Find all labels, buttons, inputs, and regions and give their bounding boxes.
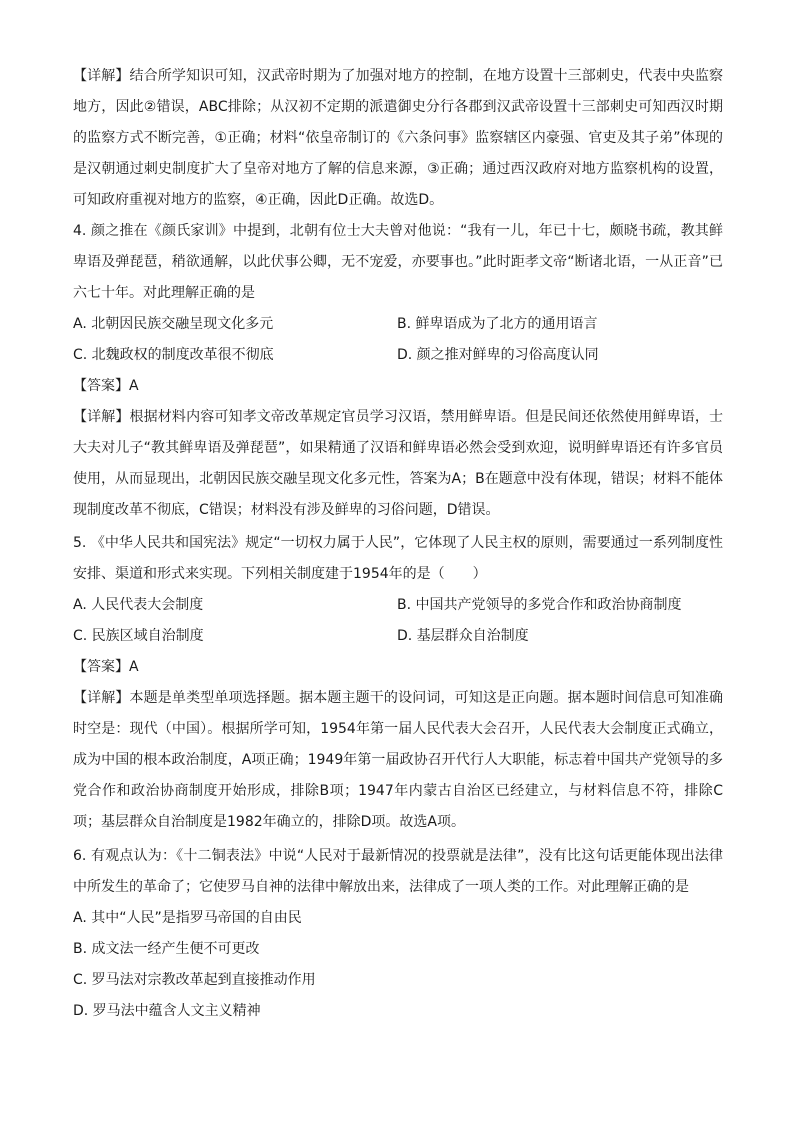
q4-explanation: 【详解】根据材料内容可知孝文帝改革规定官员学习汉语，禁用鲜卑语。但是民间还依然使用鲜卑语，士大夫对儿子“教其鲜卑语及弹琵琶”，如果精通了汉语和鲜卑语必然会受到欢迎，说明鲜卑语还有许多官员使用，从而显现出，北朝因民族交融呈现文化多元性，答案为A；B在题意中没有体现，错误；材料不能体现制度改革不彻底，C错误；材料没有涉及鲜卑的习俗问题，D错误。 bbox=[73, 409, 723, 518]
q5-explanation: 【详解】本题是单类型单项选择题。据本题主题干的设问词，可知这是正向题。据本题时间信息可知准确时空是：现代（中国）。根据所学可知，1954年第一届人民代表大会召开，人民代表大会制度正式确立，成为中国的根本政治制度，A项正确；1949年第一届政协召开代行人大职能，标志着中国共产党领导的多党合作和政治协商制度开始形成，排除B项；1947年内蒙古自治区已经建立，与材料信息不符，排除C项；基层群众自治制度是1982年确立的，排除D项。故选A项。 bbox=[73, 690, 723, 830]
q4-option-d: D. 颜之推对鲜卑的习俗高度认同 bbox=[397, 347, 599, 363]
q3-explanation: 【详解】结合所学知识可知，汉武帝时期为了加强对地方的控制，在地方设置十三部刺史，代表中央监察地方，因此②错误，ABC排除；从汉初不定期的派遣御史分行各郡到汉武帝设置十三部刺史可知西汉时期的监察方式不断完善，①正确；材料“依皇帝制订的《六条问事》监察辖区内豪强、官吏及其子弟”体现的是汉朝通过刺史制度扩大了皇帝对地方了解的信息来源，③正确；通过西汉政府对地方监察机构的设置，可知政府重视对地方的监察，④正确，因此D正确。故选D。 bbox=[73, 68, 723, 208]
q4-option-c: C. 北魏政权的制度改革很不彻底 bbox=[73, 347, 274, 363]
q4-option-a: A. 北朝因民族交融呈现文化多元 bbox=[73, 316, 274, 332]
q5-answer: 【答案】A bbox=[73, 659, 139, 675]
q5-option-a: A. 人民代表大会制度 bbox=[73, 597, 204, 613]
q4-answer: 【答案】A bbox=[73, 378, 139, 394]
q4-option-b: B. 鲜卑语成为了北方的通用语言 bbox=[397, 316, 598, 332]
q5-option-c: C. 民族区域自治制度 bbox=[73, 628, 204, 644]
q5-option-d: D. 基层群众自治制度 bbox=[397, 628, 529, 644]
q6-option-b: B. 成文法一经产生便不可更改 bbox=[73, 941, 260, 957]
q6-option-d: D. 罗马法中蕴含人文主义精神 bbox=[73, 1003, 261, 1019]
q4-stem: 4. 颜之推在《颜氏家训》中提到，北朝有位士大夫曾对他说：“我有一儿，年已十七，颇晓书疏，教其鲜卑语及弹琵琶，稍欲通解，以此伏事公卿，无不宠爱，亦要事也。”此时距孝文帝“断诸北语，一从正音”已六七十年。对此理解正确的是 bbox=[73, 223, 723, 301]
q6-stem: 6. 有观点认为：《十二铜表法》中说“人民对于最新情况的投票就是法律”，没有比这句话更能体现出法律中所发生的革命了；它使罗马自神的法律中解放出来，法律成了一项人类的工作。对此理解正确的是 bbox=[73, 848, 723, 895]
q5-option-b: B. 中国共产党领导的多党合作和政治协商制度 bbox=[397, 597, 682, 613]
q6-option-c: C. 罗马法对宗教改革起到直接推动作用 bbox=[73, 972, 316, 988]
q6-option-a: A. 其中“人民”是指罗马帝国的自由民 bbox=[73, 910, 302, 926]
q5-stem: 5. 《中华人民共和国宪法》规定“一切权力属于人民”，它体现了人民主权的原则，需要通过一系列制度性安排、渠道和形式来实现。下列相关制度建于1954年的是（ ） bbox=[73, 535, 723, 582]
